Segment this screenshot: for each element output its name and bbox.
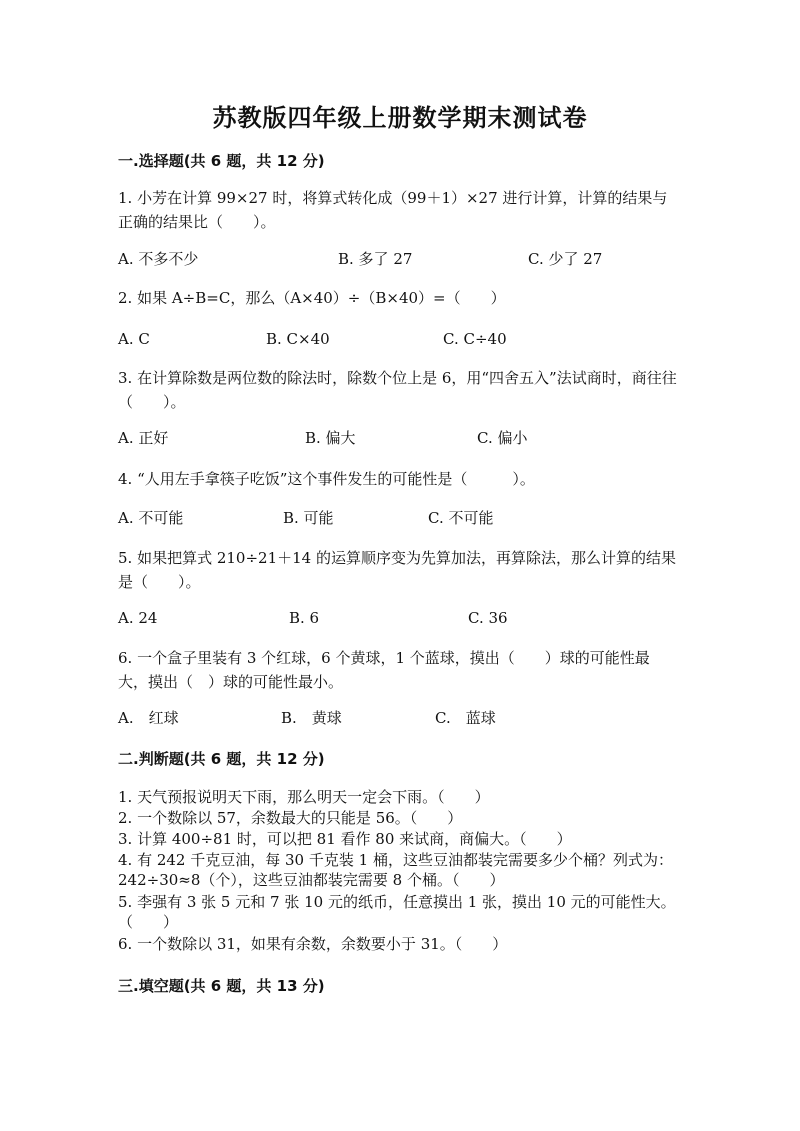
judge-question-6: 6. 一个数除以 31，如果有余数，余数要小于 31。（ ） bbox=[118, 935, 508, 953]
choice-3-option-c: C. 偏小 bbox=[477, 429, 528, 447]
judge-question-5: 5. 李强有 3 张 5 元和 7 张 10 元的纸币，任意摸出 1 张，摸出 10 元的可能性大。 （ ） bbox=[118, 893, 684, 931]
choice-1-option-b: B. 多了 27 bbox=[338, 250, 413, 268]
choice-5-option-b: B. 6 bbox=[289, 609, 320, 627]
choice-4-option-a: A. 不可能 bbox=[118, 509, 184, 527]
choice-question-2: 2. 如果 A÷B=C，那么（A×40）÷（B×40）=（ ） bbox=[118, 289, 506, 307]
judge-question-3: 3. 计算 400÷81 时，可以把 81 看作 80 来试商，商偏大。（ ） bbox=[118, 830, 572, 848]
choice-1-option-c: C. 少了 27 bbox=[528, 250, 603, 268]
choice-question-1: 1. 小芳在计算 99×27 时，将算式转化成（99＋1）×27 进行计算，计算的结果与正确的结果比（ ）。 bbox=[118, 189, 668, 231]
choice-5-option-a: A. 24 bbox=[118, 609, 158, 627]
choice-5-option-c: C. 36 bbox=[468, 609, 508, 627]
choice-2-option-c: C. C÷40 bbox=[443, 330, 507, 348]
judge-question-4: 4. 有 242 千克豆油，每 30 千克装 1 桶，这些豆油都装完需要多少个桶？列式为：242÷30≈8（个），这些豆油都装完需要 8 个桶。（ ） bbox=[118, 851, 673, 889]
choice-4-option-b: B. 可能 bbox=[283, 509, 334, 527]
choice-3-option-a: A. 正好 bbox=[118, 429, 169, 447]
choice-2-option-b: B. C×40 bbox=[266, 330, 330, 348]
choice-question-6: 6. 一个盒子里装有 3 个红球，6 个黄球，1 个蓝球，摸出（ ）球的可能性最大，摸出（ ）球的可能性最小。 bbox=[118, 649, 650, 691]
choice-3-option-b: B. 偏大 bbox=[305, 429, 356, 447]
choice-6-option-a: A. 红球 bbox=[118, 709, 179, 727]
choice-6-option-c: C. 蓝球 bbox=[435, 709, 496, 727]
judge-question-2: 2. 一个数除以 57，余数最大的只能是 56。（ ） bbox=[118, 809, 463, 827]
choice-6-option-b: B. 黄球 bbox=[281, 709, 342, 727]
section-heading-choice: 一.选择题(共 6 题，共 12 分) bbox=[118, 152, 325, 170]
choice-1-option-a: A. 不多不少 bbox=[118, 250, 199, 268]
section-heading-fill: 三.填空题(共 6 题，共 13 分) bbox=[118, 977, 325, 995]
choice-question-4: 4. “人用左手拿筷子吃饭”这个事件发生的可能性是（ ）。 bbox=[118, 470, 535, 488]
section-heading-judge: 二.判断题(共 6 题，共 12 分) bbox=[118, 750, 325, 768]
choice-4-option-c: C. 不可能 bbox=[428, 509, 494, 527]
choice-question-5: 5. 如果把算式 210÷21＋14 的运算顺序变为先算加法，再算除法，那么计算的结果是（ ）。 bbox=[118, 549, 676, 591]
choice-2-option-a: A. C bbox=[118, 330, 150, 348]
choice-question-3: 3. 在计算除数是两位数的除法时，除数个位上是 6，用“四舍五入”法试商时，商往往（ ）。 bbox=[118, 369, 677, 411]
judge-question-1: 1. 天气预报说明天下雨，那么明天一定会下雨。（ ） bbox=[118, 788, 490, 806]
exam-title: 苏教版四年级上册数学期末测试卷 bbox=[212, 103, 588, 132]
